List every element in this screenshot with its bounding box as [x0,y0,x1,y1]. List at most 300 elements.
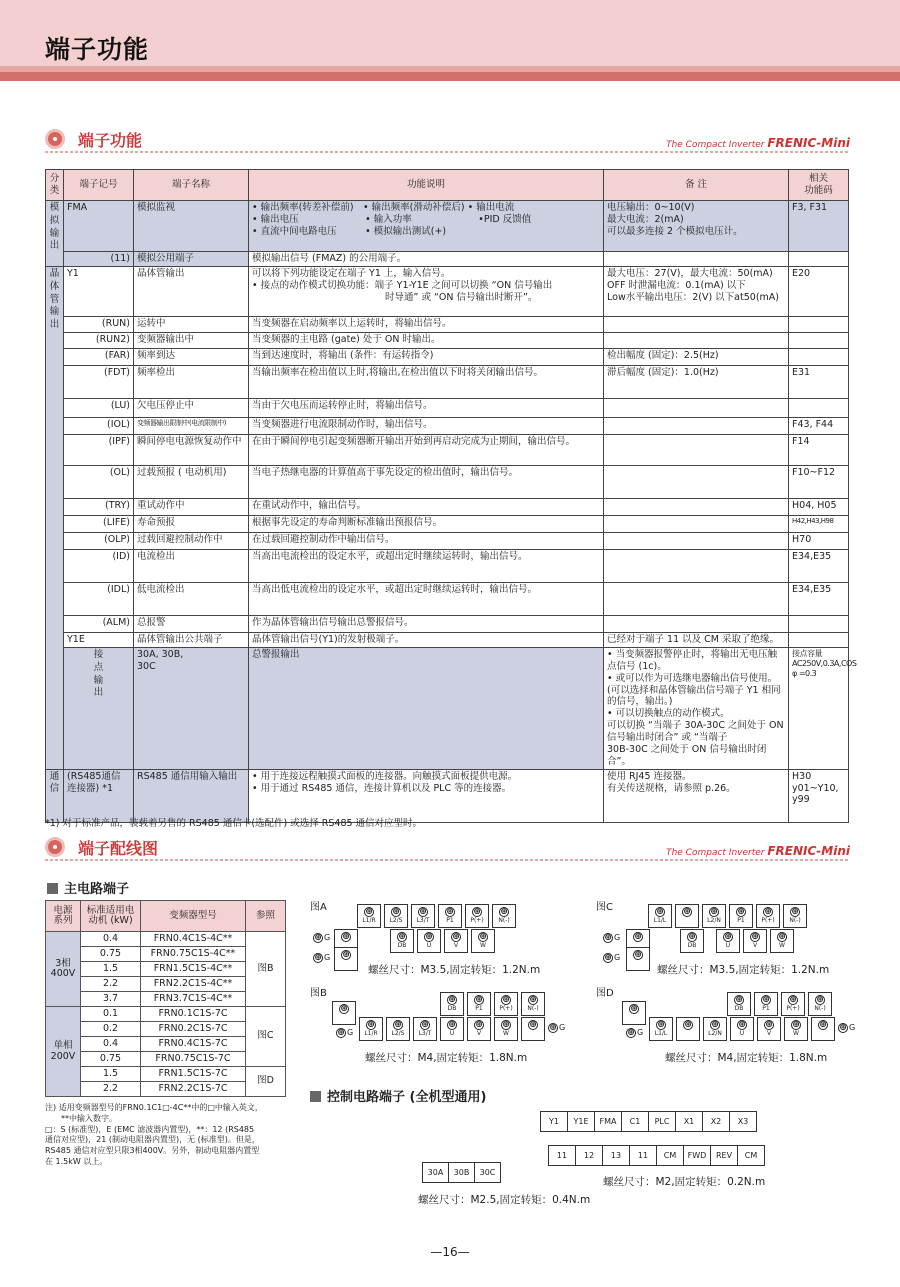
terminal-ground [332,1001,356,1025]
subheading-control-circuit: 控制电路端子 (全机型通用) [310,1086,486,1105]
terminal-db: ⊕ DB [680,929,704,953]
cell-ref: 图C [246,1007,286,1067]
cell-desc: 在重试动作中，输出信号。 [249,498,604,515]
cell-desc: 当高出低电流检出的设定水平，或超出定时继续运转时，输出信号。 [249,582,604,615]
control-terminal: FMA [594,1111,622,1132]
screw-icon: ⊕ [683,907,691,917]
terminal-p-plus: ⊕ P(+) [465,904,489,928]
screw-icon: ⊕ [764,907,772,917]
terminal-v: ⊕ V [757,1017,781,1041]
terminal-l1r: ⊕ L1/R [359,1017,383,1041]
cell-name: 晶体管输出 [134,266,249,316]
screw-icon: ⊕ [394,1020,402,1030]
category-transistor: 晶 体 管 输 出 [46,266,64,769]
section-rule [45,151,850,153]
table-row [46,252,849,267]
header-symbol: 端子记号 [64,170,134,201]
cell-symbol: (RUN2) [64,332,134,348]
table-row [46,1007,286,1022]
cell-code: E20 [789,266,849,316]
cell-code: E34,E35 [789,549,849,582]
cell-note [604,615,789,632]
screw-icon: ⊕ [502,995,510,1005]
cell-ref: 图B [246,932,286,1007]
cell-code: H70 [789,532,849,549]
ground-icon: ⊕ G [337,1028,354,1038]
screw-icon: ⊕ [634,932,642,942]
terminal-w: ⊕ W [770,929,794,953]
figure-a-label: 图A [310,902,327,913]
cell-note: 电压输出：0~10(V) 最大电流：2(mA) 可以最多连接 2 个模拟电压计。 [604,201,789,252]
cell-symbol: (TRY) [64,498,134,515]
category-contact: 接 点 输 出 [64,647,134,769]
screw-icon: ⊕ [819,1020,827,1030]
section-heading-terminal-function [45,127,850,157]
figure-d-caption: 螺丝尺寸：M4,固定转矩：1.8N.m [665,1052,828,1064]
header-ref: 参照 [246,901,286,932]
cell-note: 接点容量 AC250V,0.3A,COS φ =0.3 [789,647,849,769]
cell-symbol: Y1 [64,266,134,316]
control-terminal: CM [737,1145,765,1166]
table-row [46,1067,286,1082]
header-name: 端子名称 [134,170,249,201]
table-header-row [46,901,286,932]
subheading-main-circuit: 主电路端子 [47,878,129,897]
brand-logo: The Compact Inverter FRENIC-Mini [666,136,850,150]
cell-code: H30 y01~Y10, y99 [789,769,849,822]
header-line-dark [0,72,900,81]
main-circuit-table [45,900,286,1097]
header-note: 备 注 [604,170,789,201]
terminal-l3t: ⊕ L3/T [413,1017,437,1041]
table-row [46,398,849,417]
cell-code [789,615,849,632]
cell-code: F10~F12 [789,465,849,498]
cell-desc: 在由于瞬间停电引起变频器断开输出开始到再启动完成为止期间，输出信号。 [249,434,604,465]
terminal-db: ⊕ DB [390,929,414,953]
ground-icon: ⊕ G [627,1028,644,1038]
cell-name: 欠电压停止中 [134,398,249,417]
cell-symbol: (RS485通信 连接器) *1 [64,769,134,822]
terminal-v: ⊕ V [743,929,767,953]
cell-symbol: (IOL) [64,417,134,434]
cell-kw: 1.5 [81,1067,141,1082]
cell-code [789,632,849,647]
terminal-n-minus: ⊕ N(-) [521,992,545,1016]
table-row [46,932,286,947]
table-row [46,615,849,632]
table-row [46,201,849,252]
square-bullet-icon [310,1091,321,1102]
cell-symbol: (OL) [64,465,134,498]
terminal-ground [521,1017,545,1041]
terminal-n-minus: ⊕ N(-) [492,904,516,928]
control-caption-1: 螺丝尺寸：M2,固定转矩：0.2N.m [603,1176,766,1188]
header-category: 分 类 [46,170,64,201]
screw-icon: ⊕ [479,932,487,942]
screw-icon: ⊕ [475,1020,483,1030]
terminal-l2n: ⊕ L2/N [703,1017,727,1041]
cell-kw: 1.5 [81,962,141,977]
terminal-ground [811,1017,835,1041]
figure-c-label: 图C [596,902,613,913]
screw-icon: ⊕ [367,1020,375,1030]
screw-icon: ⊕ [657,1020,665,1030]
terminal-n-minus: ⊕ N(-) [783,904,807,928]
screw-icon: ⊕ [425,932,433,942]
cell-desc: 当电子热继电器的计算值高于事先设定的检出值时，输出信号。 [249,465,604,498]
cell-desc: • 用于连接远程触摸式面板的连接器。向触摸式面板提供电源。 • 用于通过 RS485 通信，连接计算机以及 PLC 等的连接器。 [249,769,604,822]
cell-code: F3, F31 [789,201,849,252]
screw-icon: ⊕ [340,1004,348,1014]
ground-icon: ⊕ G [314,953,331,963]
terminal-l2n: ⊕ L2/N [702,904,726,928]
section-title: 端子功能 [78,131,143,150]
cell-kw: 0.2 [81,1022,141,1037]
terminal-u: ⊕ U [716,929,740,953]
terminal-p1: ⊕ P1 [754,992,778,1016]
cell-name: 运转中 [134,316,249,332]
screw-icon: ⊕ [765,1020,773,1030]
cell-name: 总警报输出 [249,647,604,769]
cell-symbol: (11) [64,252,134,267]
control-terminal: CM [656,1145,684,1166]
cell-name: 模拟公用端子 [134,252,249,267]
cell-model: FRN3.7C1S-4C** [141,992,246,1007]
cell-model: FRN0.2C1S-7C [141,1022,246,1037]
cell-kw: 2.2 [81,977,141,992]
screw-icon: ⊕ [473,907,481,917]
cell-kw: 0.4 [81,1037,141,1052]
footnote: *1) 对于标准产品，装载着另售的 RS485 通信卡(选配件) 或选择 RS485 通信对应型时。 [45,818,423,829]
cell-note [604,417,789,434]
screw-icon: ⊕ [446,907,454,917]
screw-icon: ⊕ [778,932,786,942]
cell-note [604,332,789,348]
cell-desc: 晶体管输出信号(Y1)的发射极端子。 [249,632,604,647]
cell-code: H04, H05 [789,498,849,515]
ground-icon: ⊕ G [839,1023,856,1033]
terminal-n-minus: ⊕ N(-) [808,992,832,1016]
cell-model: FRN0.75C1S-7C [141,1052,246,1067]
terminal-u: ⊕ U [440,1017,464,1041]
control-terminal: 11 [548,1145,576,1166]
cell-symbol: (IDL) [64,582,134,615]
control-terminal: REV [710,1145,738,1166]
cell-kw: 0.1 [81,1007,141,1022]
section-heading-wiring [45,835,850,865]
cell-note [604,316,789,332]
cell-symbol: Y1E [64,632,134,647]
control-terminal: Y1E [567,1111,595,1132]
cell-note: 最大电压：27(V)，最大电流：50(mA) OFF 时泄漏电流：0.1(mA) 以下 Low水平输出电压：2(V) 以下at50(mA) [604,266,789,316]
screw-icon: ⊕ [789,995,797,1005]
screw-icon: ⊕ [529,1020,537,1030]
cell-name: 频率到达 [134,348,249,365]
terminal-l1l: ⊕ L1/L [649,1017,673,1041]
header-kw: 标准适用电 动机 (kW) [81,901,141,932]
terminal-l1r: ⊕ L1/R [357,904,381,928]
table-row [46,532,849,549]
terminal-ground [334,947,358,971]
section-rule [45,859,850,861]
cell-desc: 当输出频率在检出值以上时,将输出,在检出值以下时将关闭输出信号。 [249,365,604,398]
cell-desc: 当到达速度时，将输出 (条件：有运转指令) [249,348,604,365]
terminal-p-plus: ⊕ P(+) [781,992,805,1016]
terminal-w: ⊕ W [494,1017,518,1041]
table-row [46,266,849,316]
screw-icon: ⊕ [342,932,350,942]
cell-note [604,498,789,515]
header-function-code: 相关 功能码 [789,170,849,201]
figure-a-caption: 螺丝尺寸：M3.5,固定转矩：1.2N.m [368,964,541,976]
cell-model: FRN2.2C1S-7C [141,1082,246,1097]
screw-icon: ⊕ [475,995,483,1005]
cell-name: 晶体管输出公共端子 [134,632,249,647]
terminal-p1: ⊕ P1 [729,904,753,928]
table-row [46,332,849,348]
table-row [46,515,849,532]
figure-b-caption: 螺丝尺寸：M4,固定转矩：1.8N.m [365,1052,528,1064]
cell-name: RS485 通信用输入输出 [134,769,249,822]
terminal-w: ⊕ W [471,929,495,953]
cell-name: 电流检出 [134,549,249,582]
cell-note: 使用 RJ45 连接器。 有关传送规格，请参照 p.26。 [604,769,789,822]
cell-name: 频率检出 [134,365,249,398]
control-terminal: X1 [675,1111,703,1132]
brand-logo: The Compact Inverter FRENIC-Mini [666,844,850,858]
screw-icon: ⊕ [529,995,537,1005]
control-terminal: Y1 [540,1111,568,1132]
terminal-p-plus: ⊕ P(+) [494,992,518,1016]
table-row [46,434,849,465]
terminal-db: ⊕ DB [440,992,464,1016]
cell-symbol: (FDT) [64,365,134,398]
cell-name: 总报警 [134,615,249,632]
table-row [46,582,849,615]
control-terminal: X2 [702,1111,730,1132]
cell-note [604,515,789,532]
cell-kw: 0.75 [81,1052,141,1067]
control-terminal: 12 [575,1145,603,1166]
cell-desc: 当变频器进行电流限制动作时，输出信号。 [249,417,604,434]
screw-icon: ⊕ [791,907,799,917]
header-description: 功能说明 [249,170,604,201]
control-terminal: 13 [602,1145,630,1166]
table-row [46,365,849,398]
screw-icon: ⊕ [500,907,508,917]
cell-model: FRN0.4C1S-7C [141,1037,246,1052]
terminal-p1: ⊕ P1 [438,904,462,928]
screw-icon: ⊕ [342,950,350,960]
screw-icon: ⊕ [762,995,770,1005]
cell-symbol: (LIFE) [64,515,134,532]
terminal-l2s: ⊕ L2/S [384,904,408,928]
table-row [46,632,849,647]
terminal-blank [676,1017,700,1041]
screw-icon: ⊕ [751,932,759,942]
control-terminal: FWD [683,1145,711,1166]
terminal-u: ⊕ U [417,929,441,953]
terminal-ground [622,1001,646,1025]
table-row [46,316,849,332]
terminal-db: ⊕ DB [727,992,751,1016]
cell-model: FRN0.75C1S-4C** [141,947,246,962]
screw-icon: ⊕ [630,1004,638,1014]
cell-name: 变频器输出中 [134,332,249,348]
terminal-p-plus: ⊕ P(+) [756,904,780,928]
cell-name: 过载预报 ( 电动机用) [134,465,249,498]
ground-icon: ⊕ G [549,1023,566,1033]
table-row [46,465,849,498]
cell-symbol: (RUN) [64,316,134,332]
screw-icon: ⊕ [710,907,718,917]
cell-symbol: (ID) [64,549,134,582]
terminal-l3t: ⊕ L3/T [411,904,435,928]
table-row [46,647,849,769]
screw-icon: ⊕ [792,1020,800,1030]
cell-symbol: (FAR) [64,348,134,365]
section-title: 端子配线图 [78,839,159,858]
terminal-v: ⊕ V [467,1017,491,1041]
screw-icon: ⊕ [419,907,427,917]
cell-code: E34,E35 [789,582,849,615]
cell-code [789,398,849,417]
screw-icon: ⊕ [452,932,460,942]
terminal-ground [626,947,650,971]
table-row [46,417,849,434]
cell-note [604,549,789,582]
cell-code: F43, F44 [789,417,849,434]
cell-name: 寿命预报 [134,515,249,532]
control-terminal: PLC [648,1111,676,1132]
cell-symbol: (IPF) [64,434,134,465]
terminal-function-table [45,169,857,823]
cell-note [604,252,789,267]
cell-symbol: (OLP) [64,532,134,549]
screw-icon: ⊕ [634,950,642,960]
control-terminal: X3 [729,1111,757,1132]
cell-kw: 0.75 [81,947,141,962]
screw-icon: ⊕ [737,907,745,917]
cell-note [604,434,789,465]
circle-bullet-icon [45,837,65,857]
cell-desc: • 当变频器报警停止时，将输出无电压触点信号 (1c)。 • 或可以作为可选继电器输出信号使用。 (可以选择和晶体管输出信号端子 Y1 相同的信号，输出。) • 可以切换触点的动作模式。 可以切换 “当端子 30A-30C 之间处于 ON 信号输出时闭合” 或 “当端子 30B-30C 之间处于 ON 信号输出时闭合”。 [604,647,789,769]
cell-note: 已经对于端子 11 以及 CM 采取了绝缘。 [604,632,789,647]
square-bullet-icon [47,883,58,894]
figure-b-label: 图B [310,988,327,999]
cell-symbol: 30A, 30B, 30C [134,647,249,769]
cell-desc: 当由于欠电压而运转停止时，将输出信号。 [249,398,604,417]
category-comm: 通 信 [46,769,64,822]
cell-code [789,316,849,332]
cell-model: FRN0.4C1S-4C** [141,932,246,947]
table-row [46,498,849,515]
cell-desc: 作为晶体管输出信号输出总警报信号。 [249,615,604,632]
cell-name: 瞬间停电电源恢复动作中 [134,434,249,465]
control-terminal: 30C [474,1162,501,1183]
cell-model: FRN0.1C1S-7C [141,1007,246,1022]
cell-model: FRN1.5C1S-7C [141,1067,246,1082]
table-header-row [46,170,849,201]
cell-code: H42,H43,H98 [789,515,849,532]
cell-note: 滞后幅度 (固定)：1.0(Hz) [604,365,789,398]
cell-note: 检出幅度 (固定)：2.5(Hz) [604,348,789,365]
cell-symbol: (ALM) [64,615,134,632]
cell-model: FRN1.5C1S-4C** [141,962,246,977]
ground-icon: ⊕ G [604,953,621,963]
control-terminal: 11 [629,1145,657,1166]
cell-code: E31 [789,365,849,398]
cell-name: 模拟监视 [134,201,249,252]
screw-icon: ⊕ [684,1020,692,1030]
cell-code [789,332,849,348]
cell-name: 低电流检出 [134,582,249,615]
screw-icon: ⊕ [448,1020,456,1030]
cell-desc: 模拟输出信号 (FMAZ) 的公用端子。 [249,252,604,267]
cell-note [604,465,789,498]
screw-icon: ⊕ [724,932,732,942]
cell-code: F14 [789,434,849,465]
cell-symbol: (LU) [64,398,134,417]
cell-name: 重试动作中 [134,498,249,515]
header-series: 电源 系列 [46,901,81,932]
cell-kw: 0.4 [81,932,141,947]
cell-note [604,398,789,417]
header-model: 变频器型号 [141,901,246,932]
cell-code [789,348,849,365]
cell-note [604,532,789,549]
screw-icon: ⊕ [502,1020,510,1030]
screw-icon: ⊕ [448,995,456,1005]
cell-code [789,252,849,267]
terminal-w: ⊕ W [784,1017,808,1041]
terminal-v: ⊕ V [444,929,468,953]
screw-icon: ⊕ [398,932,406,942]
cell-desc: 当变频器在启动频率以上运转时，将输出信号。 [249,316,604,332]
screw-icon: ⊕ [688,932,696,942]
cell-kw: 2.2 [81,1082,141,1097]
screw-icon: ⊕ [392,907,400,917]
ground-icon: ⊕ G [314,933,331,943]
ground-icon: ⊕ G [604,933,621,943]
cell-model: FRN2.2C1S-4C** [141,977,246,992]
terminal-l1l: ⊕ L1/L [648,904,672,928]
figure-d-label: 图D [596,988,614,999]
control-caption-2: 螺丝尺寸：M2.5,固定转矩：0.4N.m [418,1194,591,1206]
control-terminal: 30B [448,1162,475,1183]
cell-desc: • 输出频率(转差补偿前) • 输出频率(滑动补偿后) • 输出电流 • 输出电压 • 输入功率 •PID 反馈值 • 直流中间电路电压 • 模拟输出测试(+) [249,201,604,252]
table-row [46,549,849,582]
cell-name: 变频器输出限制中(电流限制中) [134,417,249,434]
cell-desc: 在过载回避控制动作中输出信号。 [249,532,604,549]
cell-desc: 根据事先设定的寿命判断标准输出预报信号。 [249,515,604,532]
cell-desc: 当变频器的主电路 (gate) 处于 ON 时输出。 [249,332,604,348]
screw-icon: ⊕ [421,1020,429,1030]
figure-c-caption: 螺丝尺寸：M3.5,固定转矩：1.2N.m [657,964,830,976]
series-1phase: 单相 200V [46,1007,81,1097]
cell-name: 过载回避控制动作中 [134,532,249,549]
terminal-p1: ⊕ P1 [467,992,491,1016]
cell-ref: 图D [246,1067,286,1097]
series-3phase: 3相 400V [46,932,81,1007]
control-terminal: 30A [422,1162,449,1183]
table-row [46,348,849,365]
cell-symbol: FMA [64,201,134,252]
category-analog: 模 拟 输 出 [46,201,64,267]
screw-icon: ⊕ [816,995,824,1005]
cell-desc: 可以将下列功能设定在端子 Y1 上，输入信号。 • 接点的动作模式切换功能：端子 Y1-Y1E 之间可以切换 “ON 信号输出 时导通” 或 “ON 信号输出时断开”。 [249,266,604,316]
